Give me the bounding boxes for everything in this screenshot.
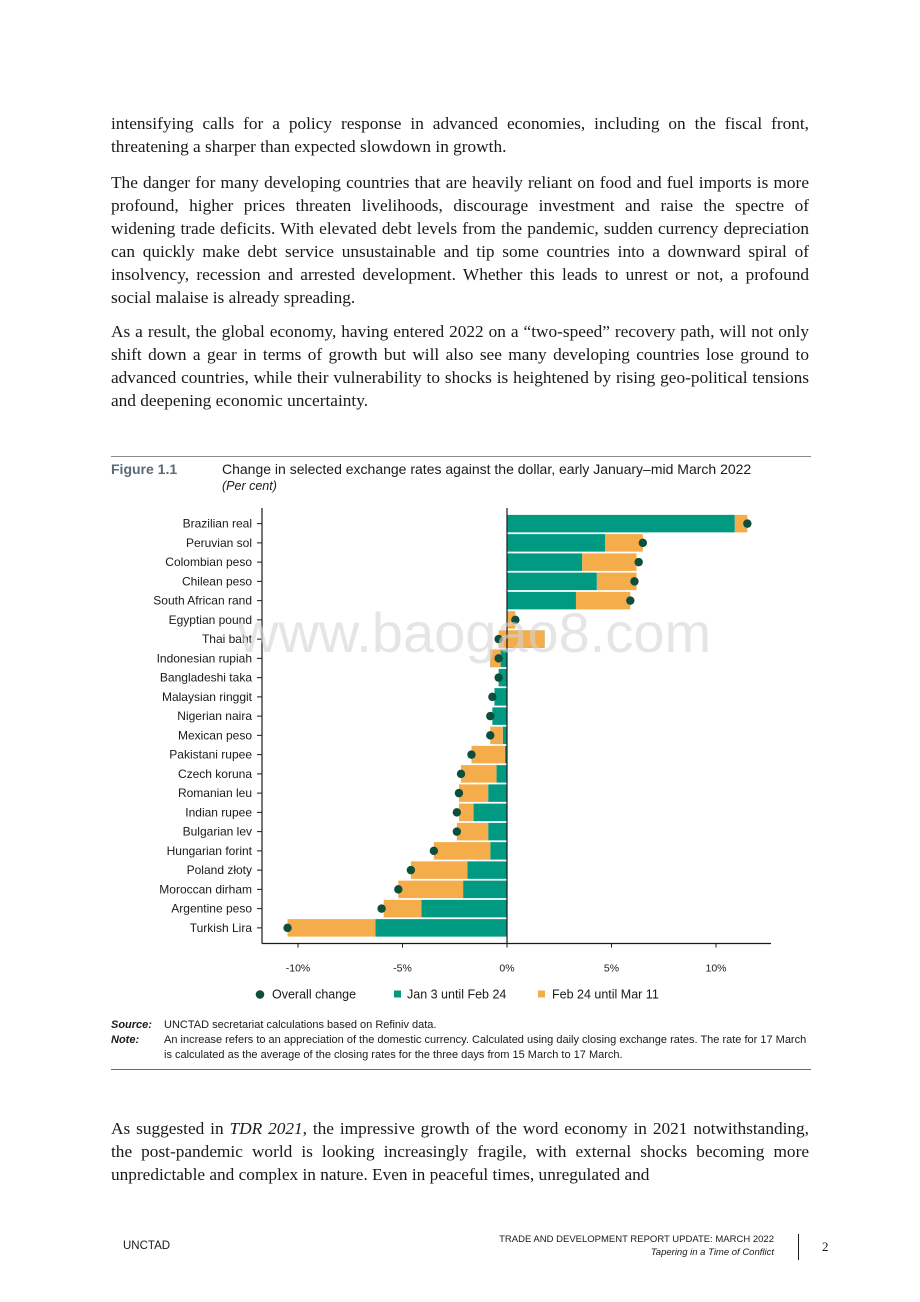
footer-org: UNCTAD (123, 1240, 171, 1252)
bar-feb24-mar11 (582, 553, 636, 571)
figure-1-1 (111, 456, 811, 1070)
category-label: Indian rupee (185, 805, 252, 820)
category-label: Peruvian sol (185, 535, 252, 550)
bar-jan3-feb24 (463, 881, 507, 899)
bar-jan3-feb24 (507, 534, 605, 552)
x-tick-label: 5% (603, 962, 620, 975)
overall-change-dot (743, 519, 751, 527)
category-label: Bangladeshi taka (159, 670, 252, 685)
x-tick-label: -10% (285, 962, 311, 975)
overall-change-dot (494, 654, 502, 662)
footer-report-title: TRADE AND DEVELOPMENT REPORT UPDATE: MARCH 2022 (499, 1234, 774, 1245)
bar-jan3-feb24 (474, 804, 507, 822)
category-label: Turkish Lira (189, 920, 252, 935)
p4-report-ref: TDR 2021 (229, 1119, 303, 1138)
body-paragraph-2: The danger for many developing countries that are heavily reliant on food and fuel imports is more profound, higher prices threaten livelihoods, discourage investment and raise the spectre of widening trade deficits. With elevated debt levels from the pandemic, sudden currency depreciation can quickly make debt service unsustainable and tip some countries into a downward spiral of insolvency, recession and arrested development. Whether this leads to unrest or not, a profound social malaise is already spreading. (111, 173, 809, 307)
bar-feb24-mar11 (411, 861, 467, 879)
figure-subtitle: (Per cent) (222, 479, 277, 493)
page-number: 2 (822, 1239, 829, 1254)
body-paragraph-3: As a result, the global economy, having entered 2022 on a “two-speed” recovery path, will not only shift down a gear in terms of growth but will also see many developing countries lose ground to advanced countries, while their vulnerability to shocks is heightened by rising geo-political tensions and deepening economic uncertainty. (111, 322, 809, 410)
overall-change-dot (630, 577, 638, 585)
bar-feb24-mar11 (457, 823, 488, 841)
category-label: South African rand (153, 593, 252, 608)
bar-feb24-mar11 (288, 919, 376, 937)
bar-feb24-mar11 (459, 804, 474, 822)
overall-change-dot (486, 712, 494, 720)
category-label: Thai baht (201, 632, 252, 647)
category-label: Pakistani rupee (169, 747, 252, 762)
figure-title: Change in selected exchange rates against the dollar, early January–mid March 2022 (222, 461, 752, 477)
overall-change-dot (639, 539, 647, 547)
exchange-rate-chart (111, 457, 811, 1012)
legend-feb24-mar11-label: Feb 24 until Mar 11 (552, 987, 659, 1002)
source-key: Source: (111, 1019, 152, 1031)
bar-jan3-feb24 (507, 515, 735, 533)
note-text: An increase refers to an appreciation of the domestic currency. Calculated using daily closing exchange rates. The rate for 17 March is calculated as the average of the closing rates for the three days from 15 March to 17 March. (164, 1034, 807, 1061)
overall-change-dot (488, 693, 496, 701)
bar-feb24-mar11 (384, 900, 422, 918)
x-tick-label: 0% (499, 962, 515, 975)
watermark: www.baogao8.com (238, 601, 712, 664)
legend-overall-marker (256, 990, 265, 999)
overall-change-dot (494, 635, 502, 643)
overall-change-dot (377, 904, 385, 912)
category-label: Poland złoty (186, 863, 252, 878)
p4-pre: As suggested in (111, 1119, 230, 1138)
overall-change-dot (453, 808, 461, 816)
bar-feb24-mar11 (461, 765, 497, 783)
bar-feb24-mar11 (434, 842, 490, 860)
bar-jan3-feb24 (488, 784, 507, 802)
overall-change-dot (457, 770, 465, 778)
note-key: Note: (111, 1034, 140, 1046)
footer-divider (798, 1234, 799, 1260)
footer-report-info (499, 1233, 774, 1259)
bar-feb24-mar11 (576, 592, 630, 610)
bar-jan3-feb24 (507, 592, 576, 610)
figure-footnotes (111, 1018, 811, 1063)
bar-feb24-mar11 (398, 881, 463, 899)
body-paragraph-4 (111, 1117, 809, 1186)
overall-change-dot (634, 558, 642, 566)
bar-jan3-feb24 (490, 842, 507, 860)
bar-jan3-feb24 (492, 707, 507, 725)
bar-jan3-feb24 (507, 553, 582, 571)
legend-jan3-feb24-label: Jan 3 until Feb 24 (407, 987, 507, 1002)
category-label: Colombian peso (165, 555, 252, 570)
overall-change-dot (283, 924, 291, 932)
category-label: Romanian leu (177, 786, 252, 801)
category-label: Chilean peso (181, 574, 252, 589)
bar-jan3-feb24 (488, 823, 507, 841)
footer-report-subtitle: Tapering in a Time of Conflict (650, 1247, 774, 1258)
category-label: Malaysian ringgit (161, 689, 252, 704)
p4-post: , the impressive growth of the word economy in 2021 notwithstanding, the post-pandemic world is looking increasingly fragile, with external shocks becoming more unpredictable and complex in nature. Even in peaceful times, unregulated and (111, 1119, 810, 1184)
category-label: Argentine peso (171, 901, 252, 916)
figure-label: Figure 1.1 (111, 461, 178, 477)
bar-jan3-feb24 (375, 919, 507, 937)
category-label: Egyptian pound (168, 612, 252, 627)
bar-feb24-mar11 (605, 534, 643, 552)
legend-feb24-mar11-marker (538, 991, 545, 998)
category-label: Nigerian naira (177, 709, 252, 724)
category-label: Moroccan dirham (159, 882, 252, 897)
overall-change-dot (394, 885, 402, 893)
legend-overall-label: Overall change (272, 987, 357, 1002)
source-text: UNCTAD secretariat calculations based on Refiniv data. (164, 1019, 437, 1031)
overall-change-dot (486, 731, 494, 739)
x-tick-label: 10% (705, 962, 727, 975)
category-label: Hungarian forint (166, 843, 252, 858)
bar-jan3-feb24 (467, 861, 507, 879)
source-note (111, 1018, 811, 1033)
category-label: Indonesian rupiah (156, 651, 252, 666)
bar-jan3-feb24 (497, 765, 507, 783)
category-label: Czech koruna (177, 766, 252, 781)
x-tick-label: -5% (393, 962, 412, 975)
bar-feb24-mar11 (459, 784, 488, 802)
bar-jan3-feb24 (503, 727, 507, 745)
overall-change-dot (455, 789, 463, 797)
overall-change-dot (453, 827, 461, 835)
body-paragraph-1: intensifying calls for a policy response in advanced economies, including on the fiscal front, threatening a sharper than expected slowdown in growth. (111, 114, 809, 156)
bar-feb24-mar11 (499, 630, 545, 648)
legend-jan3-feb24-marker (394, 991, 401, 998)
overall-change-dot (626, 596, 634, 604)
overall-change-dot (494, 673, 502, 681)
category-label: Brazilian real (182, 516, 252, 531)
bar-jan3-feb24 (507, 573, 597, 591)
note (111, 1033, 811, 1063)
overall-change-dot (467, 750, 475, 758)
overall-change-dot (511, 616, 519, 624)
category-label: Bulgarian lev (182, 824, 252, 839)
overall-change-dot (407, 866, 415, 874)
bar-feb24-mar11 (471, 746, 504, 764)
bar-jan3-feb24 (421, 900, 507, 918)
overall-change-dot (430, 847, 438, 855)
category-label: Mexican peso (177, 728, 252, 743)
